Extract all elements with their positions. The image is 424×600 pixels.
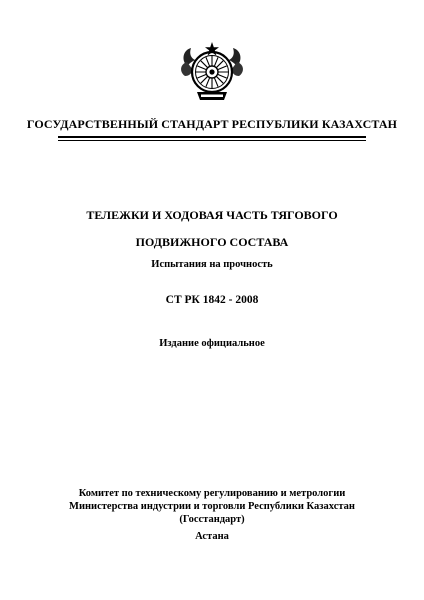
- document-title-line2: ПОДВИЖНОГО СОСТАВА: [135, 235, 289, 249]
- kazakhstan-state-emblem-icon: [177, 36, 247, 106]
- publisher-line1: Комитет по техническому регулированию и метрологии: [78, 488, 346, 499]
- edition-label: Издание официальное: [159, 338, 265, 349]
- document-subtitle: Испытания на прочность: [151, 259, 273, 270]
- standard-header-title: ГОСУДАРСТВЕННЫЙ СТАНДАРТ РЕСПУБЛИКИ КАЗАХСТАН: [26, 117, 398, 131]
- publisher-line3: (Госстандарт): [179, 514, 245, 525]
- publisher-city: Астана: [195, 531, 229, 542]
- document-title-line1: ТЕЛЕЖКИ И ХОДОВАЯ ЧАСТЬ ТЯГОВОГО: [86, 208, 338, 222]
- document-designation: СТ РК 1842 - 2008: [165, 294, 259, 306]
- header-divider-thin: [58, 140, 366, 141]
- header-divider-thick: [58, 136, 366, 138]
- publisher-line2: Министерства индустрии и торговли Республики Казахстан: [69, 501, 355, 512]
